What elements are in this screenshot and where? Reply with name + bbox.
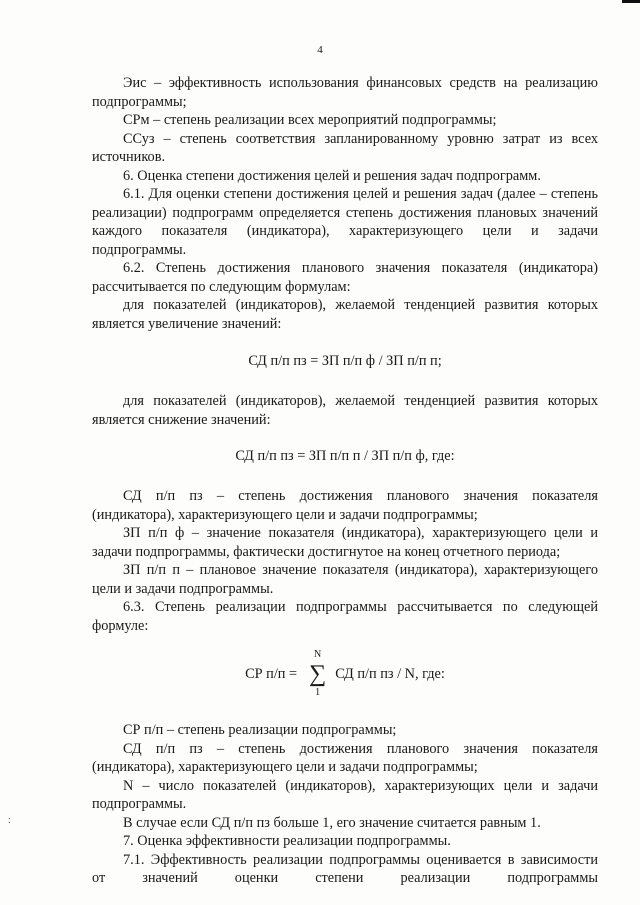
definition: N – число показателей (индикаторов), характеризующих цели и задачи подпрограммы.	[92, 777, 598, 812]
definition: СР п/п – степень реализации подпрограммы;	[123, 722, 397, 738]
formula-rhs: СД п/п пз / N, где:	[335, 665, 445, 682]
definition: СД п/п пз – степень достижения планового значения показателя (индикатора), характеризующего цели и задачи подпрограммы;	[92, 488, 598, 523]
page-number: 4	[317, 44, 323, 56]
corner-mark	[622, 0, 640, 3]
definition: СД п/п пз – степень достижения планового значения показателя (индикатора), характеризующего цели и задачи подпрограммы;	[92, 740, 598, 775]
paragraph: ССуз – степень соответствия запланированному уровню затрат из всех источников.	[92, 130, 598, 165]
paragraph: В случае если СД п/п пз больше 1, его значение считается равным 1.	[123, 814, 541, 831]
section-heading: 6. Оценка степени достижения целей и решения задач подпрограмм.	[123, 167, 541, 184]
formula-increase: СД п/п пз = ЗП п/п ф / ЗП п/п п;	[248, 353, 442, 369]
sigma-icon: ∑	[309, 661, 327, 687]
paragraph: 7.1. Эффективность реализации подпрограммы оценивается в зависимости от значений оценки степени реализации подпрограммы	[92, 851, 598, 886]
sigma-block	[309, 649, 326, 699]
margin-mark: :	[8, 815, 11, 826]
paragraph: 6.1. Для оценки степени достижения целей и решения задач (далее – степень реализации) подпрограмм определяется степень достижения плановых значений каждого показателя (индикатора), характеризующего цели и задачи подпрограммы.	[92, 186, 598, 258]
paragraph: СРм – степень реализации всех мероприятий подпрограммы;	[123, 112, 497, 128]
definition: ЗП п/п ф – значение показателя (индикатора), характеризующего цели и задачи подпрограммы, фактически достигнутое на конец отчетного периода;	[92, 525, 598, 560]
paragraph: 6.2. Степень достижения планового значения показателя (индикатора) рассчитывается по следующим формулам:	[92, 260, 598, 295]
definition: ЗП п/п п – плановое значение показателя (индикатора), характеризующего цели и задачи подпрограммы.	[92, 562, 598, 597]
paragraph: 6.3. Степень реализации подпрограммы рассчитывается по следующей формуле:	[92, 599, 598, 634]
formula-lhs: СР п/п =	[245, 665, 298, 682]
paragraph: Эис – эффективность использования финансовых средств на реализацию подпрограммы;	[92, 75, 598, 110]
formula-decrease: СД п/п пз = ЗП п/п п / ЗП п/п ф, где:	[235, 448, 455, 464]
paragraph: для показателей (индикаторов), желаемой тенденцией развития которых является снижение значений:	[92, 393, 598, 428]
sigma-lower-limit: 1	[315, 687, 321, 698]
section-heading: 7. Оценка эффективности реализации подпрограммы.	[123, 833, 451, 849]
document-body	[92, 74, 598, 888]
formula-sum	[92, 649, 598, 699]
sigma-upper-limit: N	[314, 649, 322, 660]
paragraph: для показателей (индикаторов), желаемой тенденцией развития которых является увеличение значений:	[92, 297, 598, 332]
